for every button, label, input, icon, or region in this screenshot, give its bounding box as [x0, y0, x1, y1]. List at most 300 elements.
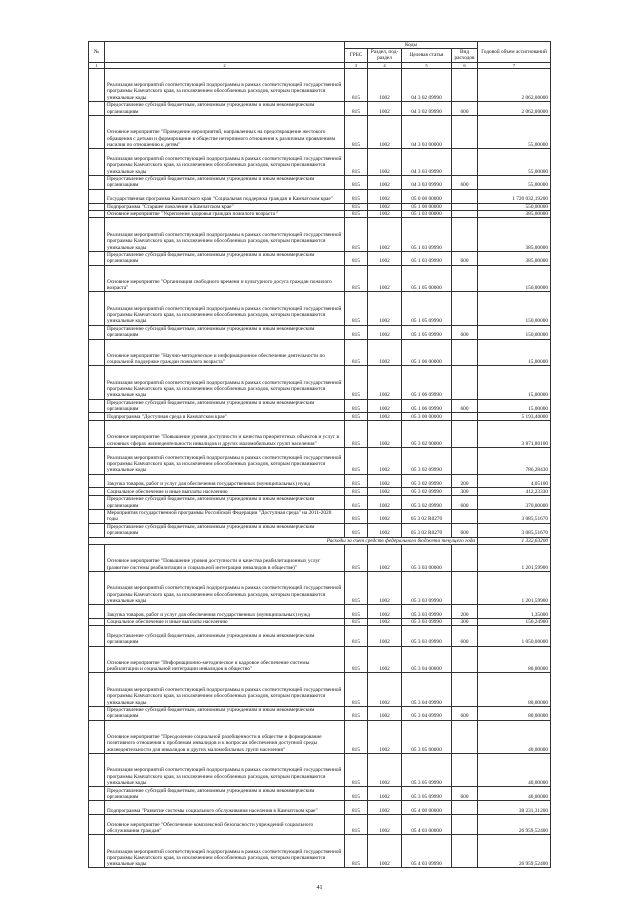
- row-number: [89, 626, 105, 646]
- grbs-code: 815: [345, 571, 368, 604]
- item-name: Основное мероприятие "Информационно-методическое и кадровое обеспечение системы реабилитации и социальной интеграции инвалидов в общество": [105, 646, 345, 673]
- section-code: 1002: [368, 787, 402, 801]
- table-row: [89, 800, 551, 814]
- target-article-code: 05 3 02 09990: [402, 495, 452, 509]
- section-code: 1002: [368, 523, 402, 537]
- item-name: Реализация мероприятий соответствующей подпрограммы в рамках соответствующей государственной программы Камчатского края, за исключением обособленных расходов, которым присваиваются уникальные коды: [105, 835, 345, 868]
- expense-type-code: [452, 149, 478, 176]
- grbs-code: 815: [345, 149, 368, 176]
- expense-type-code: 600: [452, 251, 478, 265]
- item-name: Мероприятия государственной программы Российской Федерации "Доступная среда" на 2011-2020 годы: [105, 509, 345, 523]
- target-article-code: 05 4 03 00000: [402, 814, 452, 834]
- table-row: [89, 835, 551, 868]
- grbs-code: 815: [345, 673, 368, 706]
- item-name: Реализация мероприятий соответствующей подпрограммы в рамках соответствующей государственной программы Камчатского края, за исключением обособленных расходов, которым присваиваются уникальные коды: [105, 366, 345, 399]
- grbs-code: 815: [345, 399, 368, 413]
- col-target-header: Целевая статья: [402, 49, 452, 62]
- target-article-code: 04 3 03 00000: [402, 115, 452, 148]
- target-article-code: 05 1 05 09990: [402, 292, 452, 325]
- section-code: 1002: [368, 101, 402, 115]
- annual-amount: 150,00000: [478, 265, 551, 292]
- table-row: [89, 399, 551, 413]
- section-code: 1002: [368, 211, 402, 218]
- col-index: 4: [368, 62, 402, 68]
- grbs-code: 815: [345, 211, 368, 218]
- target-article-code: 05 3 02 09990: [402, 474, 452, 488]
- budget-table: [88, 41, 551, 868]
- col-name-header: [105, 42, 345, 63]
- note-row: [89, 537, 551, 544]
- annual-amount: 80,00000: [478, 706, 551, 720]
- section-code: 1002: [368, 626, 402, 646]
- expense-type-code: 600: [452, 523, 478, 537]
- expense-type-code: 600: [452, 706, 478, 720]
- row-number: [89, 211, 105, 218]
- expense-type-code: [452, 413, 478, 420]
- annual-amount: 26 959,52400: [478, 814, 551, 834]
- col-index: 6: [452, 62, 478, 68]
- section-code: 1002: [368, 488, 402, 495]
- expense-type-code: 600: [452, 626, 478, 646]
- row-number: [89, 618, 105, 625]
- row-number: [89, 646, 105, 673]
- row-number: [89, 474, 105, 488]
- target-article-code: 05 3 05 09990: [402, 787, 452, 801]
- annual-amount: 26 959,52400: [478, 835, 551, 868]
- row-number: [89, 787, 105, 801]
- section-code: 1002: [368, 673, 402, 706]
- col-expense-header: Вид расходов: [452, 49, 478, 62]
- item-name: Предоставление субсидий бюджетным, автономным учреждениям и иным некоммерческим организациям: [105, 399, 345, 413]
- row-number: [89, 447, 105, 474]
- section-code: 1002: [368, 495, 402, 509]
- item-name: Основное мероприятие "Научно-методическое и информационное обеспечение деятельности по социальной поддержке граждан пожилого возраста": [105, 339, 345, 366]
- target-article-code: 05 1 03 00000: [402, 211, 452, 218]
- grbs-code: 815: [345, 175, 368, 189]
- expense-type-code: [452, 800, 478, 814]
- col-index: 2: [105, 62, 345, 68]
- row-number: [89, 203, 105, 210]
- grbs-code: 815: [345, 787, 368, 801]
- target-article-code: 05 3 02 09990: [402, 447, 452, 474]
- page-number: 41: [316, 885, 323, 891]
- target-article-code: 05 3 02 R0270: [402, 523, 452, 537]
- section-code: 1002: [368, 571, 402, 604]
- annual-amount: 370,00000: [478, 495, 551, 509]
- row-number: [89, 339, 105, 366]
- expense-type-code: [452, 265, 478, 292]
- target-article-code: 05 1 06 00000: [402, 339, 452, 366]
- row-number: [89, 149, 105, 176]
- expense-type-code: [452, 720, 478, 753]
- expense-type-code: [452, 420, 478, 447]
- item-name: Предоставление субсидий бюджетным, автономным учреждениям и иным некоммерческим организациям: [105, 175, 345, 189]
- grbs-code: 815: [345, 251, 368, 265]
- item-name: Предоставление субсидий бюджетным, автономным учреждениям и иным некоммерческим организациям: [105, 523, 345, 537]
- table-row: [89, 571, 551, 604]
- expense-type-code: 600: [452, 787, 478, 801]
- section-code: 1002: [368, 835, 402, 868]
- item-name: Основное мероприятие "Укрепление здоровья граждан пожилого возраста ": [105, 211, 345, 218]
- grbs-code: 815: [345, 325, 368, 339]
- table-row: [89, 211, 551, 218]
- col-index: 1: [89, 62, 105, 68]
- table-row: [89, 447, 551, 474]
- section-code: 1002: [368, 706, 402, 720]
- target-article-code: 05 4 03 09990: [402, 835, 452, 868]
- item-name: Предоставление субсидий бюджетным, автономным учреждениям и иным некоммерческим организациям: [105, 325, 345, 339]
- item-name: Основное мероприятие "Организация свободного времени и культурного досуга граждан пожилого возраста": [105, 265, 345, 292]
- codes-group-header: Коды: [345, 42, 478, 49]
- grbs-code: 815: [345, 474, 368, 488]
- expense-type-code: 600: [452, 399, 478, 413]
- target-article-code: 05 3 02 R0270: [402, 509, 452, 523]
- annual-amount: 385,00000: [478, 251, 551, 265]
- section-code: 1002: [368, 265, 402, 292]
- target-article-code: 05 3 04 09990: [402, 706, 452, 720]
- annual-amount: 4,05100: [478, 474, 551, 488]
- expense-type-code: [452, 292, 478, 325]
- row-number: [89, 175, 105, 189]
- row-number: [89, 366, 105, 399]
- section-code: 1002: [368, 474, 402, 488]
- grbs-code: 815: [345, 835, 368, 868]
- grbs-code: 815: [345, 523, 368, 537]
- target-article-code: 04 3 02 09990: [402, 68, 452, 101]
- table-row: [89, 488, 551, 495]
- table-row: [89, 814, 551, 834]
- expense-type-code: 600: [452, 175, 478, 189]
- section-code: 1002: [368, 175, 402, 189]
- expense-type-code: [452, 753, 478, 786]
- item-name: Основное мероприятие "Повышение уровня доступности и качества приоритетных объектов и услуг в основных сферах жизнедеятельности инвалидов и других маломобильных групп населения": [105, 420, 345, 447]
- target-article-code: 05 3 03 00000: [402, 544, 452, 571]
- section-code: 1002: [368, 800, 402, 814]
- section-code: 1002: [368, 203, 402, 210]
- expense-type-code: [452, 447, 478, 474]
- col-index: 3: [345, 62, 368, 68]
- annual-amount: 2 062,00000: [478, 101, 551, 115]
- grbs-code: 815: [345, 646, 368, 673]
- target-article-code: 05 1 06 09990: [402, 366, 452, 399]
- item-name: Реализация мероприятий соответствующей подпрограммы в рамках соответствующей государственной программы Камчатского края, за исключением обособленных расходов, которым присваиваются уникальные коды: [105, 753, 345, 786]
- table-row: [89, 149, 551, 176]
- grbs-code: 815: [345, 68, 368, 101]
- annual-amount: 1 201,59900: [478, 571, 551, 604]
- expense-type-code: [452, 509, 478, 523]
- col-index: 5: [402, 62, 452, 68]
- expense-type-code: 300: [452, 618, 478, 625]
- item-name: Предоставление субсидий бюджетным, автономным учреждениям и иным некоммерческим организациям: [105, 101, 345, 115]
- grbs-code: 815: [345, 618, 368, 625]
- row-number: [89, 115, 105, 148]
- note-amount: 1 332,63200: [478, 537, 551, 544]
- item-name: Реализация мероприятий соответствующей подпрограммы в рамках соответствующей государственной программы Камчатского края, за исключением обособленных расходов, которым присваиваются уникальные коды: [105, 447, 345, 474]
- table-row: [89, 646, 551, 673]
- table-row: [89, 68, 551, 101]
- expense-type-code: [452, 835, 478, 868]
- table-row: [89, 115, 551, 148]
- row-number: [89, 68, 105, 101]
- annual-amount: 385,00000: [478, 218, 551, 251]
- expense-type-code: [452, 218, 478, 251]
- target-article-code: 04 3 03 09990: [402, 149, 452, 176]
- section-code: 1002: [368, 339, 402, 366]
- row-number: [89, 413, 105, 420]
- annual-amount: 5 193,40000: [478, 413, 551, 420]
- table-row: [89, 544, 551, 571]
- item-name: Основное мероприятие "Обеспечение комплексной безопасности учреждений социального обслуживания граждан": [105, 814, 345, 834]
- section-code: 1002: [368, 366, 402, 399]
- grbs-code: 815: [345, 544, 368, 571]
- annual-amount: 1,35000: [478, 604, 551, 618]
- expense-type-code: [452, 189, 478, 203]
- grbs-code: 815: [345, 101, 368, 115]
- item-name: Основное мероприятие "Преодоление социальной разобщенности в обществе и формирование позитивного отношения к проблемам инвалидов и к вопросам обеспечения доступной среды жизнедеятельности для инвалидов и других маломобильных групп населения": [105, 720, 345, 753]
- section-code: 1002: [368, 189, 402, 203]
- table-row: [89, 189, 551, 203]
- grbs-code: 815: [345, 189, 368, 203]
- grbs-code: 815: [345, 495, 368, 509]
- expense-type-code: [452, 814, 478, 834]
- item-name: Предоставление субсидий бюджетным, автономным учреждениям и иным некоммерческим организациям: [105, 251, 345, 265]
- table-row: [89, 203, 551, 210]
- expense-type-code: [452, 366, 478, 399]
- section-code: 1002: [368, 544, 402, 571]
- grbs-code: 815: [345, 265, 368, 292]
- target-article-code: 04 3 03 09990: [402, 175, 452, 189]
- annual-amount: 55,00000: [478, 175, 551, 189]
- row-number: [89, 544, 105, 571]
- section-code: 1002: [368, 149, 402, 176]
- annual-amount: 3 871,80100: [478, 420, 551, 447]
- table-body: [89, 68, 551, 868]
- col-grbs-header: ГРБС: [345, 49, 368, 62]
- section-code: 1002: [368, 646, 402, 673]
- annual-amount: 786,28430: [478, 447, 551, 474]
- section-code: 1002: [368, 604, 402, 618]
- item-name: Государственная программа Камчатского края "Социальная поддержка граждан в Камчатском крае": [105, 189, 345, 203]
- expense-type-code: 200: [452, 604, 478, 618]
- row-number: [89, 706, 105, 720]
- grbs-code: 815: [345, 706, 368, 720]
- target-article-code: 05 3 04 09990: [402, 673, 452, 706]
- item-name: Социальное обеспечение и иные выплаты населению: [105, 618, 345, 625]
- table-row: [89, 673, 551, 706]
- target-article-code: 05 1 03 09990: [402, 218, 452, 251]
- grbs-code: 815: [345, 420, 368, 447]
- annual-amount: 38 231,31200: [478, 800, 551, 814]
- target-article-code: 05 0 00 00000: [402, 189, 452, 203]
- target-article-code: 05 3 03 09990: [402, 571, 452, 604]
- target-article-code: 05 3 03 09990: [402, 626, 452, 646]
- table-row: [89, 753, 551, 786]
- table-row: [89, 175, 551, 189]
- section-code: 1002: [368, 413, 402, 420]
- grbs-code: 815: [345, 604, 368, 618]
- item-name: Подпрограмма "Развитие системы социального обслуживания населения в Камчатском крае": [105, 800, 345, 814]
- annual-amount: 80,00000: [478, 646, 551, 673]
- row-number: [89, 800, 105, 814]
- target-article-code: 05 1 05 09990: [402, 325, 452, 339]
- expense-type-code: [452, 68, 478, 101]
- expense-type-code: [452, 646, 478, 673]
- target-article-code: 05 3 05 00000: [402, 720, 452, 753]
- target-article-code: 05 1 06 09990: [402, 399, 452, 413]
- target-article-code: 05 3 02 09990: [402, 488, 452, 495]
- table-row: [89, 339, 551, 366]
- annual-amount: 3 085,51670: [478, 523, 551, 537]
- section-code: 1002: [368, 509, 402, 523]
- row-number: [89, 101, 105, 115]
- section-code: 1002: [368, 753, 402, 786]
- section-code: 1002: [368, 399, 402, 413]
- row-number: [89, 265, 105, 292]
- row-number: [89, 835, 105, 868]
- item-name: Предоставление субсидий бюджетным, автономным учреждениям и иным некоммерческим организациям: [105, 495, 345, 509]
- target-article-code: 05 3 02 00000: [402, 420, 452, 447]
- grbs-code: 815: [345, 800, 368, 814]
- table-row: [89, 265, 551, 292]
- section-code: 1002: [368, 720, 402, 753]
- grbs-code: 815: [345, 488, 368, 495]
- section-code: 1002: [368, 292, 402, 325]
- target-article-code: 05 4 00 00000: [402, 800, 452, 814]
- row-number: [89, 251, 105, 265]
- item-name: Основное мероприятие "Проведение мероприятий, направленных на предотвращение жестокого обращения с детьми и формирование в обществе нетерпимого отношения к различным проявлениям насилия по отношению к детям": [105, 115, 345, 148]
- table-row: [89, 618, 551, 625]
- table-row: [89, 604, 551, 618]
- grbs-code: 815: [345, 626, 368, 646]
- row-number: [89, 814, 105, 834]
- section-code: 1002: [368, 420, 402, 447]
- table-row: [89, 292, 551, 325]
- grbs-code: 815: [345, 218, 368, 251]
- annual-amount: 55,00000: [478, 149, 551, 176]
- annual-amount: 80,00000: [478, 673, 551, 706]
- expense-type-code: 300: [452, 488, 478, 495]
- row-number: [89, 720, 105, 753]
- annual-amount: 40,00000: [478, 720, 551, 753]
- row-number: [89, 509, 105, 523]
- annual-amount: 1 201,59900: [478, 544, 551, 571]
- annual-amount: 1 720 032,19200: [478, 189, 551, 203]
- item-name: Предоставление субсидий бюджетным, автономным учреждениям и иным некоммерческим организациям: [105, 787, 345, 801]
- table-row: [89, 706, 551, 720]
- item-name: Предоставление субсидий бюджетным, автономным учреждениям и иным некоммерческим организациям: [105, 706, 345, 720]
- table-row: [89, 509, 551, 523]
- table-row: [89, 626, 551, 646]
- grbs-code: 815: [345, 413, 368, 420]
- expense-type-code: [452, 203, 478, 210]
- annual-amount: 40,00000: [478, 753, 551, 786]
- annual-amount: 3 085,51670: [478, 509, 551, 523]
- table-row: [89, 720, 551, 753]
- row-number: [89, 218, 105, 251]
- target-article-code: 05 3 03 09990: [402, 618, 452, 625]
- target-article-code: 05 1 00 00000: [402, 203, 452, 210]
- row-number: [89, 189, 105, 203]
- annual-amount: 1 050,00000: [478, 626, 551, 646]
- expense-type-code: [452, 115, 478, 148]
- row-number: [89, 399, 105, 413]
- section-code: 1002: [368, 218, 402, 251]
- expense-type-code: [452, 211, 478, 218]
- expense-type-code: [452, 571, 478, 604]
- target-article-code: 05 3 00 00000: [402, 413, 452, 420]
- row-number: [89, 495, 105, 509]
- row-number: [89, 673, 105, 706]
- row-number: [89, 325, 105, 339]
- table-row: [89, 420, 551, 447]
- annual-amount: 150,00000: [478, 292, 551, 325]
- item-name: Закупка товаров, работ и услуг для обеспечения государственных (муниципальных) нужд: [105, 604, 345, 618]
- expense-type-code: 600: [452, 495, 478, 509]
- col-num-header: №: [89, 42, 105, 63]
- grbs-code: 815: [345, 720, 368, 753]
- table-row: [89, 523, 551, 537]
- grbs-code: 815: [345, 203, 368, 210]
- table-row: [89, 218, 551, 251]
- expense-type-code: [452, 339, 478, 366]
- item-name: Реализация мероприятий соответствующей подпрограммы в рамках соответствующей государственной программы Камчатского края, за исключением обособленных расходов, которым присваиваются уникальные коды: [105, 571, 345, 604]
- item-name: Подпрограмма "Доступная среда в Камчатском крае": [105, 413, 345, 420]
- table-row: [89, 787, 551, 801]
- row-number: [89, 420, 105, 447]
- section-code: 1002: [368, 447, 402, 474]
- annual-amount: 150,24900: [478, 618, 551, 625]
- item-name: Реализация мероприятий соответствующей подпрограммы в рамках соответствующей государственной программы Камчатского края, за исключением обособленных расходов, которым присваиваются уникальные коды: [105, 673, 345, 706]
- section-code: 1002: [368, 68, 402, 101]
- row-number: [89, 571, 105, 604]
- table-row: [89, 101, 551, 115]
- annual-amount: 2 062,00000: [478, 68, 551, 101]
- section-code: 1002: [368, 618, 402, 625]
- grbs-code: 815: [345, 115, 368, 148]
- section-code: 1002: [368, 814, 402, 834]
- expense-type-code: 600: [452, 101, 478, 115]
- col-amount-header: Годовой объем ассигнований: [478, 42, 551, 63]
- expense-type-code: [452, 673, 478, 706]
- table-row: [89, 413, 551, 420]
- row-number: [89, 753, 105, 786]
- row-number: [89, 488, 105, 495]
- annual-amount: 55,00000: [478, 115, 551, 148]
- item-name: Закупка товаров, работ и услуг для обеспечения государственных (муниципальных) нужд: [105, 474, 345, 488]
- grbs-code: 815: [345, 447, 368, 474]
- annual-amount: 150,00000: [478, 325, 551, 339]
- item-name: Реализация мероприятий соответствующей подпрограммы в рамках соответствующей государственной программы Камчатского края, за исключением обособленных расходов, которым присваиваются уникальные коды: [105, 292, 345, 325]
- row-number: [89, 604, 105, 618]
- table-row: [89, 251, 551, 265]
- target-article-code: 05 3 05 09990: [402, 753, 452, 786]
- item-name: Социальное обеспечение и иные выплаты населению: [105, 488, 345, 495]
- section-code: 1002: [368, 325, 402, 339]
- item-name: Реализация мероприятий соответствующей подпрограммы в рамках соответствующей государственной программы Камчатского края, за исключением обособленных расходов, которым присваиваются уникальные коды: [105, 68, 345, 101]
- target-article-code: 05 3 04 00000: [402, 646, 452, 673]
- row-number: [89, 292, 105, 325]
- expense-type-code: [452, 544, 478, 571]
- annual-amount: 40,00000: [478, 787, 551, 801]
- annual-amount: 15,00000: [478, 366, 551, 399]
- col-section-header: Раздел, под-раздел: [368, 49, 402, 62]
- target-article-code: 05 1 05 00000: [402, 265, 452, 292]
- table-row: [89, 366, 551, 399]
- grbs-code: 815: [345, 814, 368, 834]
- expense-type-code: 200: [452, 474, 478, 488]
- note-text: Расходы за счет средств федерального бюджета текущего года: [89, 537, 478, 544]
- table-row: [89, 325, 551, 339]
